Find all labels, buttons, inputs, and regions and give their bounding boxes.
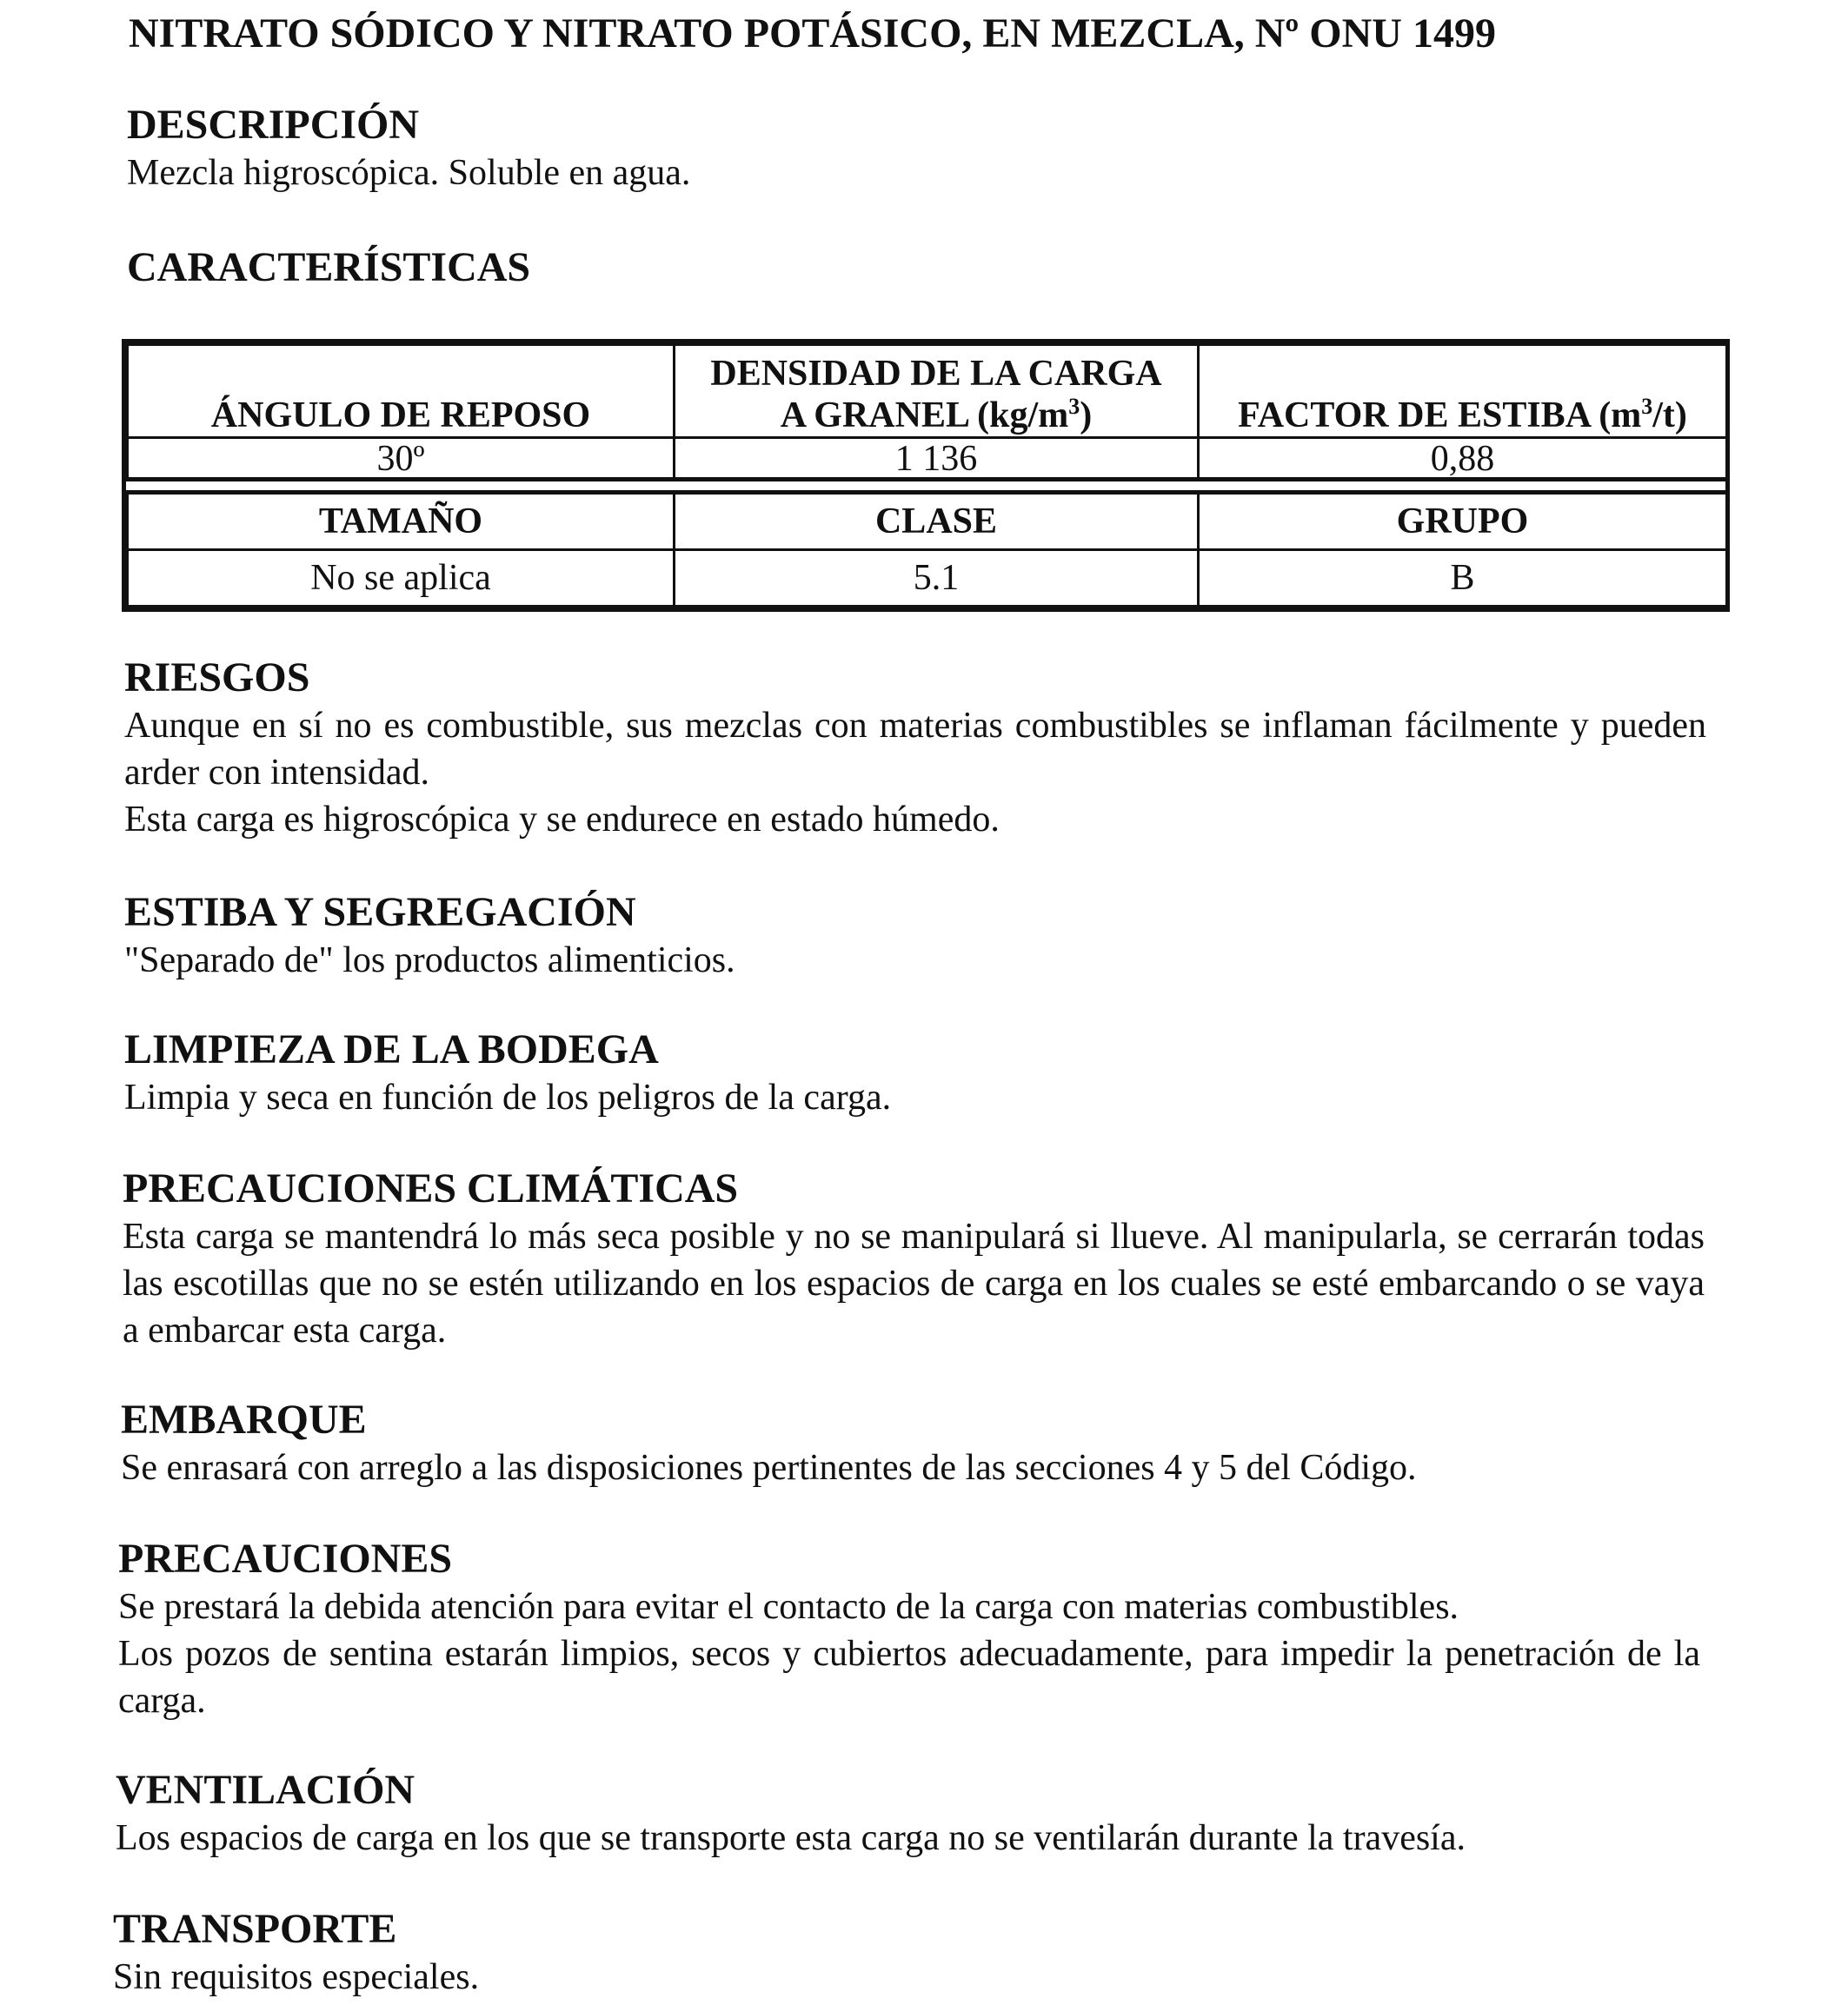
- stowage-heading: ESTIBA Y SEGREGACIÓN: [124, 889, 636, 935]
- characteristics-table: [122, 339, 1730, 612]
- section-description: [127, 101, 1709, 196]
- hold-cleanliness-text: Limpia y seca en función de los peligros de la carga.: [124, 1078, 892, 1118]
- carriage-text: Sin requisitos especiales.: [113, 1957, 480, 1997]
- group-value: B: [1199, 550, 1727, 607]
- loading-text: Se enrasará con arreglo a las disposiciones pertinentes de las secciones 4 y 5 del Código.: [121, 1448, 1417, 1488]
- hazards-text-2: Esta carga es higroscópica y se endurece en estado húmedo.: [124, 800, 1000, 840]
- group-header: GRUPO: [1199, 493, 1727, 550]
- section-loading: [121, 1396, 1703, 1491]
- precautions-text: Se prestará la debida atención para evitar el contacto de la carga con materias combustibles.: [118, 1587, 1459, 1627]
- stowage-factor-header: FACTOR DE ESTIBA $(m^3/t)$: [1199, 345, 1727, 438]
- section-weather-precautions: [123, 1165, 1705, 1354]
- size-value: No se aplica: [128, 550, 675, 607]
- ventilation-heading: VENTILACIÓN: [116, 1767, 415, 1813]
- table-row: [128, 493, 1727, 550]
- section-stowage-segregation: [124, 888, 1706, 984]
- stowage-factor-value: 0,88: [1199, 438, 1727, 480]
- section-hazards: [124, 654, 1706, 843]
- section-characteristics: [127, 243, 1709, 292]
- ventilation-text: Los espacios de carga en los que se transporte esta carga no se ventilarán durante la travesía.: [116, 1818, 1466, 1858]
- class-value: 5.1: [675, 550, 1199, 607]
- stowage-text: "Separado de" los productos alimenticios.: [124, 940, 735, 980]
- precautions-text-2: Los pozos de sentina estarán limpios, secos y cubiertos adecuadamente, para impedir la penetración de la carga.: [118, 1634, 1700, 1721]
- hazards-text: Aunque en sí no es combustible, sus mezclas con materias combustibles se inflaman fácilmente y pueden arder con intensidad.: [124, 706, 1706, 793]
- document-title: NITRATO SÓDICO Y NITRATO POTÁSICO, EN MEZCLA, Nº ONU 1499: [129, 10, 1496, 56]
- carriage-heading: TRANSPORTE: [113, 1906, 397, 1952]
- characteristics-heading: CARACTERÍSTICAS: [127, 244, 531, 290]
- angle-of-repose-value: 30º: [128, 438, 675, 480]
- loading-heading: EMBARQUE: [121, 1397, 367, 1443]
- bulk-density-header: DENSIDAD DE LA CARGA A GRANEL $(kg/m^3)$: [675, 345, 1199, 438]
- table-row: [128, 550, 1727, 607]
- hold-cleanliness-heading: LIMPIEZA DE LA BODEGA: [124, 1026, 659, 1072]
- class-header: CLASE: [675, 493, 1199, 550]
- weather-heading: PRECAUCIONES CLIMÁTICAS: [123, 1165, 739, 1212]
- table-row: [128, 438, 1727, 480]
- table-divider: [128, 480, 1727, 493]
- section-ventilation: [116, 1766, 1698, 1862]
- section-carriage: [113, 1905, 1695, 2001]
- table-row: [128, 345, 1727, 438]
- section-precautions: [118, 1535, 1700, 1724]
- precautions-heading: PRECAUCIONES: [118, 1536, 453, 1582]
- hazards-heading: RIESGOS: [124, 654, 310, 700]
- bulk-density-value: 1 136: [675, 438, 1199, 480]
- size-header: TAMAÑO: [128, 493, 675, 550]
- section-hold-cleanliness: [124, 1026, 1706, 1121]
- description-heading: DESCRIPCIÓN: [127, 102, 420, 148]
- weather-text: Esta carga se mantendrá lo más seca posible y no se manipulará si llueve. Al manipularla, se cerrarán todas las escotillas que no se estén utilizando en los espacios de carga en los cuales se esté embarcando o se vaya a embarcar esta carga.: [123, 1217, 1705, 1351]
- angle-of-repose-header: ÁNGULO DE REPOSO: [128, 345, 675, 438]
- description-text: Mezcla higroscópica. Soluble en agua.: [127, 153, 691, 193]
